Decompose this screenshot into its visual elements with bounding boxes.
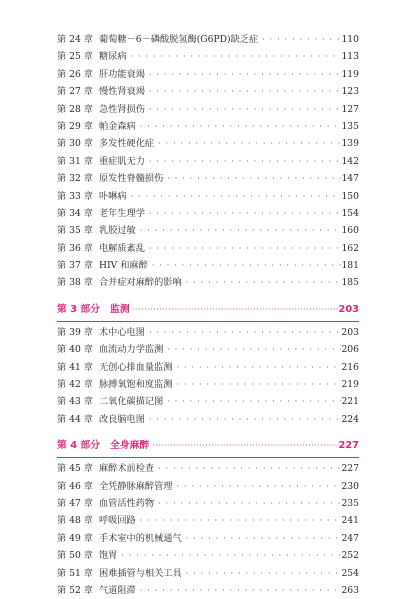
page-number: 147 (341, 173, 359, 185)
chapter-number: 第 43 章 (57, 396, 93, 408)
chapter-number: 第 30 章 (57, 138, 93, 150)
dot-leader (145, 101, 341, 118)
part-number: 第 3 部分 (57, 303, 101, 315)
chapter-number: 第 37 章 (57, 260, 93, 272)
dot-leader (127, 48, 341, 65)
dot-leader (136, 118, 341, 135)
chapter-title: 糖尿病 (99, 51, 127, 63)
dot-leader (163, 393, 341, 410)
toc-entry (57, 582, 359, 599)
part-page-number: 203 (338, 303, 359, 315)
toc-entry (57, 222, 359, 239)
toc-entry (57, 240, 359, 257)
page-number: 185 (341, 277, 359, 289)
chapter-title: 肝功能衰竭 (99, 68, 145, 80)
dot-leader (127, 188, 341, 205)
toc-entry (57, 135, 359, 152)
page-number: 181 (341, 260, 359, 272)
toc-entry (57, 31, 359, 48)
dot-leader (145, 411, 341, 428)
part-title: 全身麻醉 (110, 440, 150, 452)
dot-leader (145, 240, 341, 257)
chapter-list-part-3 (57, 324, 359, 428)
part-page-number: 227 (338, 440, 359, 452)
dot-leader (136, 582, 341, 599)
chapter-number: 第 28 章 (57, 103, 93, 115)
dot-leader (182, 565, 341, 582)
dot-leader (163, 341, 341, 358)
toc-entry (57, 495, 359, 512)
page-number: 235 (341, 497, 359, 509)
chapter-title: 饱胃 (99, 550, 118, 562)
chapter-number: 第 29 章 (57, 120, 93, 132)
page-number: 119 (341, 68, 359, 80)
dot-leader (117, 547, 341, 564)
chapter-number: 第 26 章 (57, 68, 93, 80)
toc-entry (57, 153, 359, 170)
chapter-title: 合并症对麻醉的影响 (99, 277, 182, 289)
page-number: 139 (341, 138, 359, 150)
chapter-list-part-2 (57, 31, 359, 292)
part-title: 监测 (110, 303, 130, 315)
chapter-number: 第 42 章 (57, 379, 93, 391)
dot-leader (145, 66, 341, 83)
page-number: 219 (341, 379, 359, 391)
chapter-number: 第 50 章 (57, 550, 93, 562)
dot-leader (149, 435, 338, 457)
toc-entry (57, 460, 359, 477)
chapter-title: HIV 和麻醉 (99, 260, 148, 272)
chapter-number: 第 34 章 (57, 207, 93, 219)
page-number: 247 (341, 532, 359, 544)
chapter-title: 葡萄糖－6－磷酸脱氢酶(G6PD)缺乏症 (99, 34, 259, 45)
chapter-title: 无创心排血量监测 (99, 361, 173, 373)
chapter-title: 急性肾损伤 (99, 103, 145, 115)
toc-entry (57, 341, 359, 358)
dot-leader (182, 530, 341, 547)
dot-leader (136, 512, 341, 529)
chapter-title: 血流动力学监测 (99, 344, 164, 356)
dot-leader (154, 495, 341, 512)
page-number: 203 (341, 326, 359, 338)
toc-entry (57, 565, 359, 582)
dot-leader (145, 83, 341, 100)
dot-leader (258, 31, 341, 48)
chapter-number: 第 38 章 (57, 277, 93, 289)
toc-entry (57, 118, 359, 135)
toc-entry (57, 359, 359, 376)
page-number: 224 (341, 413, 359, 425)
chapter-number: 第 51 章 (57, 567, 93, 579)
chapter-number: 第 44 章 (57, 413, 93, 425)
dot-leader (145, 205, 341, 222)
chapter-title: 术中心电图 (99, 326, 145, 338)
toc-entry (57, 376, 359, 393)
part-3-heading (57, 299, 359, 321)
chapter-title: 乳胶过敏 (99, 225, 136, 237)
chapter-title: 改良脑电图 (99, 413, 145, 425)
page-number: 127 (341, 103, 359, 115)
chapter-title: 麻醉术前检查 (99, 463, 155, 475)
table-of-contents (57, 31, 359, 599)
chapter-number: 第 27 章 (57, 86, 93, 98)
dot-leader (130, 299, 339, 321)
toc-entry (57, 478, 359, 495)
toc-entry (57, 324, 359, 341)
page-number: 206 (341, 344, 359, 356)
chapter-title: 帕金森病 (99, 120, 136, 132)
page-number: 221 (341, 396, 359, 408)
toc-entry (57, 411, 359, 428)
chapter-list-part-4 (57, 460, 359, 599)
chapter-number: 第 48 章 (57, 515, 93, 527)
page-number: 254 (341, 567, 359, 579)
part-divider (57, 321, 359, 322)
page-number: 227 (341, 463, 359, 475)
chapter-number: 第 40 章 (57, 344, 93, 356)
toc-entry (57, 205, 359, 222)
chapter-number: 第 47 章 (57, 497, 93, 509)
chapter-number: 第 46 章 (57, 480, 93, 492)
page-number: 241 (341, 515, 359, 527)
toc-entry (57, 547, 359, 564)
chapter-number: 第 39 章 (57, 326, 93, 338)
dot-leader (173, 376, 342, 393)
chapter-title: 血管活性药物 (99, 497, 155, 509)
dot-leader (154, 460, 341, 477)
page-number: 160 (341, 225, 359, 237)
dot-leader (173, 478, 342, 495)
part-number: 第 4 部分 (57, 440, 101, 452)
page-number: 230 (341, 480, 359, 492)
page-number: 110 (341, 34, 359, 45)
page-number: 162 (341, 242, 359, 254)
toc-entry (57, 188, 359, 205)
chapter-number: 第 41 章 (57, 361, 93, 373)
chapter-number: 第 49 章 (57, 532, 93, 544)
chapter-number: 第 24 章 (57, 34, 93, 45)
toc-entry (57, 48, 359, 65)
toc-entry (57, 101, 359, 118)
chapter-title: 卟啉病 (99, 190, 127, 202)
toc-entry (57, 274, 359, 291)
chapter-title: 气道阻滞 (99, 584, 136, 596)
dot-leader (182, 274, 341, 291)
page-number: 123 (341, 86, 359, 98)
page-number: 216 (341, 361, 359, 373)
chapter-number: 第 31 章 (57, 155, 93, 167)
dot-leader (154, 135, 341, 152)
chapter-title: 电解质紊乱 (99, 242, 145, 254)
chapter-title: 脉搏氧饱和度监测 (99, 379, 173, 391)
part-divider (57, 457, 359, 458)
dot-leader (163, 170, 341, 187)
chapter-number: 第 25 章 (57, 51, 93, 63)
page-number: 113 (341, 51, 359, 63)
dot-leader (145, 324, 341, 341)
chapter-title: 老年生理学 (99, 207, 145, 219)
chapter-number: 第 33 章 (57, 190, 93, 202)
chapter-title: 全凭静脉麻醉管理 (99, 480, 173, 492)
toc-entry (57, 393, 359, 410)
toc-entry (57, 170, 359, 187)
dot-leader (148, 257, 341, 274)
page-number: 263 (341, 584, 359, 596)
toc-entry (57, 530, 359, 547)
part-4-heading (57, 435, 359, 457)
toc-entry (57, 66, 359, 83)
dot-leader (173, 359, 342, 376)
toc-entry (57, 512, 359, 529)
chapter-number: 第 36 章 (57, 242, 93, 254)
dot-leader (136, 222, 341, 239)
toc-entry (57, 257, 359, 274)
page-number: 142 (341, 155, 359, 167)
chapter-title: 手术室中的机械通气 (99, 532, 182, 544)
chapter-title: 困难插管与相关工具 (99, 567, 182, 579)
chapter-title: 重症肌无力 (99, 155, 145, 167)
chapter-title: 二氧化碳描记图 (99, 396, 164, 408)
page-number: 154 (341, 207, 359, 219)
chapter-number: 第 45 章 (57, 463, 93, 475)
chapter-title: 多发性硬化症 (99, 138, 155, 150)
page-number: 150 (341, 190, 359, 202)
toc-entry (57, 83, 359, 100)
page-number: 135 (341, 120, 359, 132)
chapter-number: 第 32 章 (57, 173, 93, 185)
chapter-number: 第 35 章 (57, 225, 93, 237)
chapter-title: 慢性肾衰竭 (99, 86, 145, 98)
dot-leader (145, 153, 341, 170)
page-number: 252 (341, 550, 359, 562)
chapter-title: 原发性脊髓损伤 (99, 173, 164, 185)
chapter-title: 呼吸回路 (99, 515, 136, 527)
chapter-number: 第 52 章 (57, 584, 93, 596)
